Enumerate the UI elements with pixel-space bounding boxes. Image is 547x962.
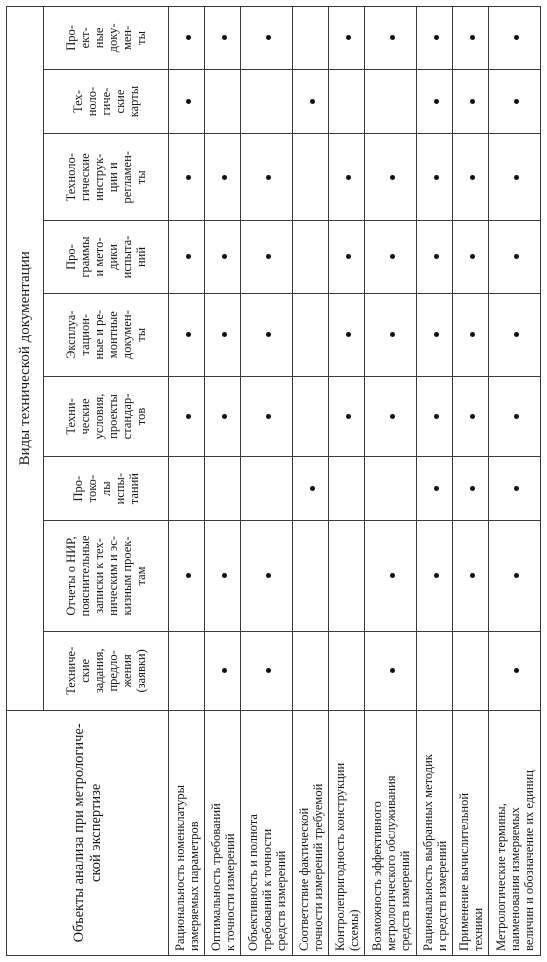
table-cell	[416, 7, 452, 70]
table-cell	[241, 134, 293, 221]
bullet-mark	[390, 255, 395, 260]
table-cell	[489, 69, 541, 134]
table-cell	[416, 520, 452, 631]
bullet-mark	[390, 175, 395, 180]
table-cell	[365, 293, 417, 376]
bullet-mark	[186, 99, 191, 104]
table-cell	[453, 134, 489, 221]
table-cell	[292, 293, 328, 376]
table-cell	[205, 293, 241, 376]
row-label: Применение вычислительной техники	[453, 710, 489, 955]
bullet-mark	[266, 414, 271, 419]
column-header: Про- ект- ные доку- мен- ты	[44, 7, 169, 70]
table-cell	[365, 69, 417, 134]
bullet-mark	[266, 332, 271, 337]
table-cell	[241, 221, 293, 294]
table-row	[205, 7, 241, 956]
bullet-mark	[434, 175, 439, 180]
table-cell	[489, 631, 541, 710]
bullet-mark	[222, 255, 227, 260]
bullet-mark	[186, 175, 191, 180]
bullet-mark	[434, 332, 439, 337]
table-cell	[292, 7, 328, 70]
table-row	[292, 7, 328, 956]
bullet-mark	[514, 668, 519, 673]
table-cell	[205, 69, 241, 134]
table-cell	[292, 631, 328, 710]
table-body	[169, 7, 541, 956]
table-cell	[241, 376, 293, 457]
column-header: Про- токо- лы испы- таний	[44, 457, 169, 521]
table-cell	[241, 7, 293, 70]
bullet-mark	[346, 414, 351, 419]
table-cell	[329, 376, 365, 457]
objects-header: Объекты анализа при метрологиче- ской экспертизе	[7, 710, 169, 955]
table-cell	[489, 134, 541, 221]
column-header: Эксплуа- тацион- ные и ре- монтные докумен- ты	[44, 293, 169, 376]
bullet-mark	[266, 668, 271, 673]
table-cell	[205, 134, 241, 221]
table-cell	[205, 457, 241, 521]
bullet-mark	[186, 414, 191, 419]
row-label: Метрологические термины, наименования измеряемых величин и обозначение их единиц	[489, 710, 541, 955]
bullet-mark	[470, 486, 475, 491]
table-cell	[169, 457, 205, 521]
table-cell	[329, 293, 365, 376]
table-cell	[329, 520, 365, 631]
bullet-mark	[186, 573, 191, 578]
bullet-mark	[390, 668, 395, 673]
table-cell	[169, 376, 205, 457]
bullet-mark	[514, 332, 519, 337]
bullet-mark	[434, 255, 439, 260]
column-header: Техноло- гические инструк- ции и регламен- ты	[44, 134, 169, 221]
column-header: Тех- ноло- гиче- ские карты	[44, 69, 169, 134]
table-cell	[489, 457, 541, 521]
bullet-mark	[266, 573, 271, 578]
bullet-mark	[222, 668, 227, 673]
table-cell	[453, 457, 489, 521]
table-cell	[489, 520, 541, 631]
table-cell	[292, 376, 328, 457]
bullet-mark	[470, 332, 475, 337]
table-cell	[205, 7, 241, 70]
table-row	[241, 7, 293, 956]
table-cell	[169, 520, 205, 631]
table-cell	[453, 7, 489, 70]
bullet-mark	[434, 99, 439, 104]
row-label: Объективность и полнота требований к точности средств измерений	[241, 710, 293, 955]
table-cell	[365, 520, 417, 631]
bullet-mark	[310, 99, 315, 104]
table-cell	[205, 520, 241, 631]
table-cell	[329, 134, 365, 221]
table-row	[416, 7, 452, 956]
row-label: Оптимальность требований к точности измерений	[205, 710, 241, 955]
bullet-mark	[346, 175, 351, 180]
table-cell	[416, 293, 452, 376]
table-cell	[453, 221, 489, 294]
table-cell	[329, 631, 365, 710]
bullet-mark	[470, 414, 475, 419]
bullet-mark	[514, 35, 519, 40]
bullet-mark	[222, 332, 227, 337]
bullet-mark	[222, 35, 227, 40]
table-cell	[241, 457, 293, 521]
table-cell	[241, 69, 293, 134]
bullet-mark	[514, 486, 519, 491]
table-cell	[205, 631, 241, 710]
bullet-mark	[310, 486, 315, 491]
column-header: Техниче- ские задания, предло- жения (заявки)	[44, 631, 169, 710]
table-cell	[292, 134, 328, 221]
table-cell	[169, 293, 205, 376]
table-cell	[365, 221, 417, 294]
table-cell	[453, 69, 489, 134]
table-cell	[416, 221, 452, 294]
bullet-mark	[346, 255, 351, 260]
bullet-mark	[470, 99, 475, 104]
column-header: Про- граммы и мето- дики испыта- ний	[44, 221, 169, 294]
table-cell	[365, 631, 417, 710]
bullet-mark	[514, 175, 519, 180]
table-cell	[241, 293, 293, 376]
row-label: Контролепригодность конструкции (схемы)	[329, 710, 365, 955]
table-cell	[489, 221, 541, 294]
row-label: Возможность эффективного метрологического обслуживания средств измерений	[365, 710, 417, 955]
table-cell	[489, 293, 541, 376]
bullet-mark	[390, 414, 395, 419]
table-row	[329, 7, 365, 956]
bullet-mark	[470, 35, 475, 40]
table-cell	[365, 7, 417, 70]
doc-types-header: Виды технической документации	[7, 7, 44, 711]
table-cell	[416, 457, 452, 521]
bullet-mark	[222, 175, 227, 180]
table-row	[169, 7, 205, 956]
table-cell	[416, 134, 452, 221]
table-cell	[169, 7, 205, 70]
table-cell	[292, 69, 328, 134]
bullet-mark	[434, 486, 439, 491]
bullet-mark	[186, 332, 191, 337]
table-cell	[453, 293, 489, 376]
metrological-expertise-table	[6, 6, 541, 956]
table-cell	[169, 221, 205, 294]
column-header: Техни- ческие условия, проекты стандар- тов	[44, 376, 169, 457]
bullet-mark	[514, 99, 519, 104]
table-cell	[329, 7, 365, 70]
table-cell	[416, 631, 452, 710]
bullet-mark	[470, 175, 475, 180]
bullet-mark	[266, 175, 271, 180]
table-cell	[453, 376, 489, 457]
bullet-mark	[514, 255, 519, 260]
bullet-mark	[514, 414, 519, 419]
bullet-mark	[346, 35, 351, 40]
bullet-mark	[470, 573, 475, 578]
table-cell	[241, 631, 293, 710]
table-cell	[169, 134, 205, 221]
table-row	[453, 7, 489, 956]
bullet-mark	[186, 255, 191, 260]
bullet-mark	[434, 35, 439, 40]
table-cell	[453, 631, 489, 710]
table-cell	[489, 7, 541, 70]
table-cell	[365, 376, 417, 457]
table-cell	[365, 457, 417, 521]
row-label: Рациональность номенклатуры измеряемых параметров	[169, 710, 205, 955]
bullet-mark	[390, 35, 395, 40]
table-cell	[241, 520, 293, 631]
bullet-mark	[186, 35, 191, 40]
table-cell	[292, 221, 328, 294]
table-cell	[489, 376, 541, 457]
bullet-mark	[266, 255, 271, 260]
bullet-mark	[390, 332, 395, 337]
table-cell	[205, 221, 241, 294]
bullet-mark	[346, 332, 351, 337]
table-row	[489, 7, 541, 956]
table-cell	[292, 520, 328, 631]
table-cell	[205, 376, 241, 457]
table-cell	[169, 631, 205, 710]
bullet-mark	[434, 573, 439, 578]
table-row	[365, 7, 417, 956]
bullet-mark	[222, 414, 227, 419]
bullet-mark	[514, 573, 519, 578]
row-label: Рациональность выбранных методик и средств измерений	[416, 710, 452, 955]
bullet-mark	[266, 35, 271, 40]
table-cell	[169, 69, 205, 134]
table-cell	[292, 457, 328, 521]
table-cell	[416, 376, 452, 457]
column-header: Отчеты о НИР, пояснительные записки к тех- ническим и эс- кизным проек- там	[44, 520, 169, 631]
table-cell	[416, 69, 452, 134]
table-cell	[365, 134, 417, 221]
table-cell	[453, 520, 489, 631]
bullet-mark	[470, 255, 475, 260]
bullet-mark	[434, 414, 439, 419]
bullet-mark	[390, 573, 395, 578]
table-cell	[329, 221, 365, 294]
bullet-mark	[222, 573, 227, 578]
table-cell	[329, 69, 365, 134]
table-cell	[329, 457, 365, 521]
row-label: Соответствие фактической точности измерений требуемой	[292, 710, 328, 955]
